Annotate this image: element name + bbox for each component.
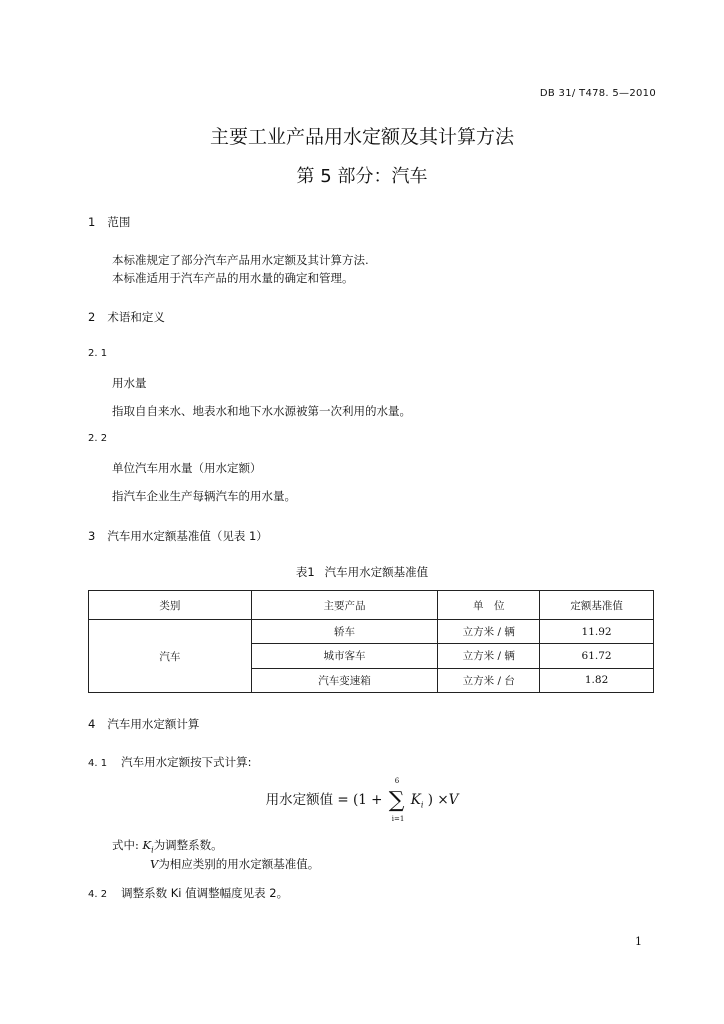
product-cell: 城市客车 xyxy=(251,644,438,668)
where-k-symbol: K xyxy=(142,838,152,852)
section-title: 术语和定义 xyxy=(107,310,165,324)
where-k-text: 为调整系数。 xyxy=(153,838,223,852)
column-header: 定额基准值 xyxy=(540,591,654,620)
subsection-number: 2. 2 xyxy=(88,433,108,444)
water-quota-table xyxy=(88,590,654,693)
section-1-heading xyxy=(88,214,130,230)
term: 单位汽车用水量（用水定额） xyxy=(112,461,262,475)
sum-upper-limit: 6 xyxy=(394,777,400,785)
subsection-4-1 xyxy=(88,754,251,770)
column-header: 主要产品 xyxy=(251,591,438,620)
formula-lhs: 用水定额值 xyxy=(265,792,334,808)
document-title: 主要工业产品用水定额及其计算方法 xyxy=(209,126,514,148)
where-v-text: 为相应类别的用水定额基准值。 xyxy=(158,857,320,871)
section-number: 4 xyxy=(88,717,96,731)
formula-times: × xyxy=(437,792,449,808)
where-k-subscript: i xyxy=(151,845,154,855)
subsection-number: 4. 1 xyxy=(88,758,108,769)
product-cell: 汽车变速箱 xyxy=(251,668,438,692)
category-cell: 汽车 xyxy=(89,620,252,693)
section-number: 3 xyxy=(88,529,96,543)
unit-cell: 立方米 / 辆 xyxy=(438,620,540,644)
formula-open: (1 + xyxy=(353,792,383,808)
document-part-title: 第 5 部分：汽车 xyxy=(296,166,428,187)
unit-cell: 立方米 / 辆 xyxy=(438,644,540,668)
summation-symbol xyxy=(388,777,405,823)
paragraph: 本标准规定了部分汽车产品用水定额及其计算方法. xyxy=(112,253,369,267)
formula-where-v xyxy=(150,856,319,872)
table-caption xyxy=(0,564,724,580)
section-2-heading xyxy=(88,309,165,325)
product-cell: 轿车 xyxy=(251,620,438,644)
value-cell: 1.82 xyxy=(540,668,654,692)
column-header: 单 位 xyxy=(438,591,540,620)
column-header: 类别 xyxy=(89,591,252,620)
quota-formula xyxy=(0,777,724,823)
section-title: 汽车用水定额基准值（见表 1） xyxy=(107,529,268,543)
subsection-text: 汽车用水定额按下式计算: xyxy=(121,755,252,769)
definition: 指汽车企业生产每辆汽车的用水量。 xyxy=(112,489,296,503)
formula-where-k xyxy=(112,837,223,854)
section-title: 汽车用水定额计算 xyxy=(107,717,200,731)
table-label: 表1 xyxy=(295,565,315,579)
value-cell: 11.92 xyxy=(540,620,654,644)
formula-equals: = xyxy=(337,792,349,808)
definition: 指取自自来水、地表水和地下水水源被第一次利用的水量。 xyxy=(112,404,411,418)
unit-cell: 立方米 / 台 xyxy=(438,668,540,692)
table-row xyxy=(89,620,654,644)
section-number: 1 xyxy=(88,215,96,229)
section-3-heading xyxy=(88,528,268,544)
subsection-number: 4. 2 xyxy=(88,889,108,900)
sum-lower-limit: i=1 xyxy=(391,815,405,823)
paragraph: 本标准适用于汽车产品的用水量的确定和管理。 xyxy=(112,271,354,285)
coefficient-k: K xyxy=(410,792,421,808)
where-v-symbol: V xyxy=(150,857,159,871)
where-prefix: 式中: xyxy=(112,838,143,852)
base-value-v: V xyxy=(448,792,459,808)
sigma-glyph: ∑ xyxy=(388,788,405,813)
subsection-text: 调整系数 Ki 值调整幅度见表 2。 xyxy=(121,886,289,900)
coefficient-k-subscript: i xyxy=(420,800,424,810)
section-title: 范围 xyxy=(107,215,131,229)
standard-code: DB 31/ T478. 5—2010 xyxy=(539,88,656,99)
subsection-number: 2. 1 xyxy=(88,348,108,359)
term: 用水量 xyxy=(112,376,147,390)
section-4-heading xyxy=(88,716,199,732)
table-header-row xyxy=(89,591,654,620)
section-number: 2 xyxy=(88,310,96,324)
table-title: 汽车用水定额基准值 xyxy=(324,565,429,579)
formula-close: ) xyxy=(427,792,434,808)
page-number: 1 xyxy=(635,935,642,948)
value-cell: 61.72 xyxy=(540,644,654,668)
subsection-4-2 xyxy=(88,885,288,901)
